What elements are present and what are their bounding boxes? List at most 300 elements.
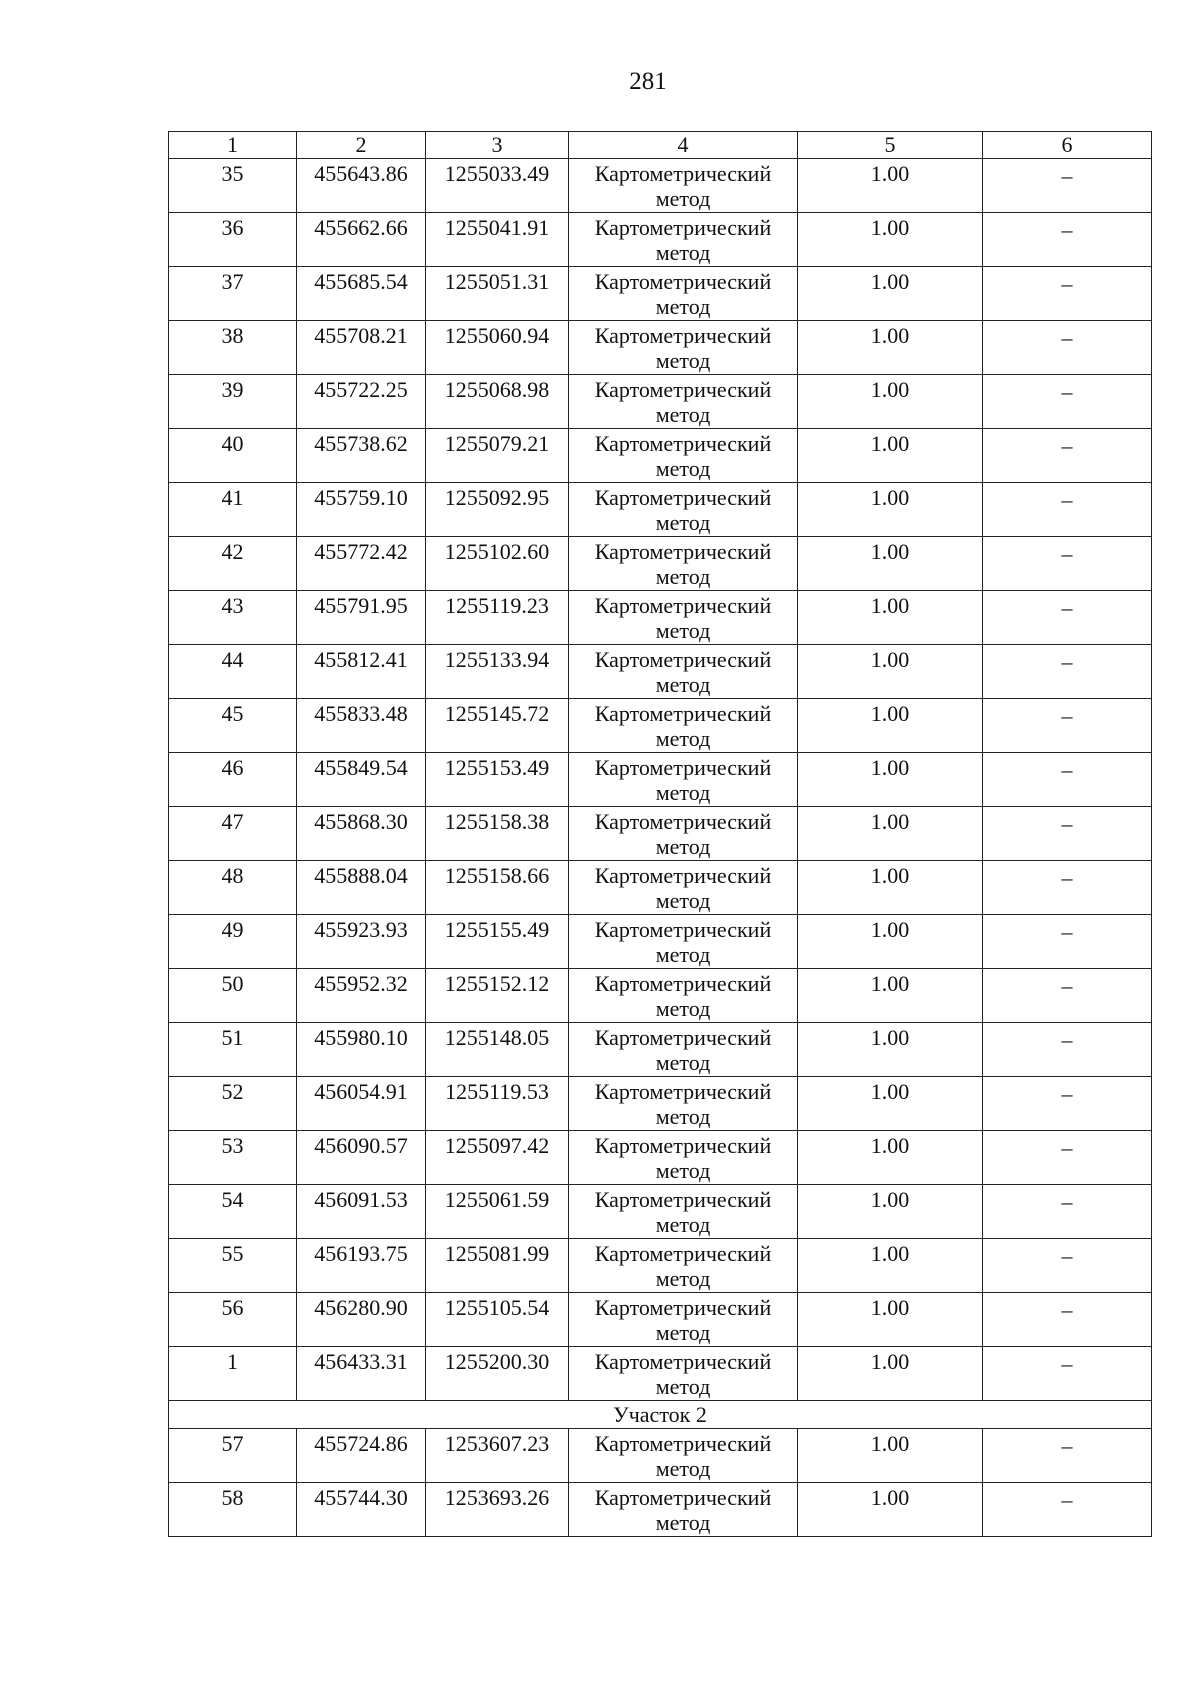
point-number-cell bbox=[169, 267, 297, 321]
y-coordinate-cell bbox=[426, 267, 569, 321]
cell-text: 1255061.59 bbox=[444, 1187, 550, 1212]
cell-text: 1255200.30 bbox=[444, 1349, 550, 1374]
method-cell bbox=[569, 1429, 798, 1483]
cell-text: 52 bbox=[221, 1079, 244, 1104]
dash-text: – bbox=[1061, 595, 1073, 620]
method-cell bbox=[569, 807, 798, 861]
description-cell bbox=[983, 321, 1152, 375]
dash-text: – bbox=[1061, 379, 1073, 404]
y-coordinate-cell bbox=[426, 1347, 569, 1401]
accuracy-cell bbox=[798, 483, 983, 537]
description-cell bbox=[983, 1347, 1152, 1401]
description-cell bbox=[983, 699, 1152, 753]
cell-text: 1.00 bbox=[870, 1079, 910, 1104]
cell-text: 56 bbox=[221, 1295, 244, 1320]
accuracy-cell bbox=[798, 699, 983, 753]
cell-text: 36 bbox=[221, 215, 244, 240]
cell-text: 1255119.23 bbox=[445, 593, 549, 618]
dash-text: – bbox=[1061, 973, 1073, 998]
description-cell bbox=[983, 267, 1152, 321]
method-text: Картометрический метод bbox=[594, 1187, 772, 1237]
accuracy-cell bbox=[798, 1131, 983, 1185]
point-number-cell bbox=[169, 1077, 297, 1131]
cell-text: 1.00 bbox=[870, 1349, 910, 1374]
cell-text: 455888.04 bbox=[314, 863, 408, 888]
point-number-cell bbox=[169, 915, 297, 969]
accuracy-cell bbox=[798, 1239, 983, 1293]
description-cell bbox=[983, 1131, 1152, 1185]
dash-text: – bbox=[1061, 541, 1073, 566]
y-coordinate-cell bbox=[426, 1077, 569, 1131]
dash-text: – bbox=[1061, 217, 1073, 242]
cell-text: 1255119.53 bbox=[445, 1079, 549, 1104]
cell-text: 1255145.72 bbox=[444, 701, 550, 726]
description-cell bbox=[983, 1023, 1152, 1077]
cell-text: 1253607.23 bbox=[444, 1431, 550, 1456]
x-coordinate-cell bbox=[297, 1347, 426, 1401]
x-coordinate-cell bbox=[297, 1023, 426, 1077]
cell-text: 456193.75 bbox=[314, 1241, 408, 1266]
method-cell bbox=[569, 321, 798, 375]
accuracy-cell bbox=[798, 1185, 983, 1239]
description-cell bbox=[983, 645, 1152, 699]
description-cell bbox=[983, 915, 1152, 969]
dash-text: – bbox=[1061, 1027, 1073, 1052]
cell-text: 1.00 bbox=[870, 863, 910, 888]
accuracy-cell bbox=[798, 807, 983, 861]
method-text: Картометрический метод bbox=[594, 161, 772, 211]
cell-text: 1253693.26 bbox=[444, 1485, 550, 1510]
cell-text: 43 bbox=[221, 593, 244, 618]
cell-text: 455772.42 bbox=[314, 539, 408, 564]
accuracy-cell bbox=[798, 375, 983, 429]
cell-text: 42 bbox=[221, 539, 244, 564]
cell-text: 455812.41 bbox=[314, 647, 408, 672]
method-text: Картометрический метод bbox=[594, 1485, 772, 1535]
table-row bbox=[169, 375, 1152, 429]
method-text: Картометрический метод bbox=[594, 539, 772, 589]
cell-text: 1.00 bbox=[870, 647, 910, 672]
point-number-cell bbox=[169, 1131, 297, 1185]
dash-text: – bbox=[1061, 1243, 1073, 1268]
accuracy-cell bbox=[798, 1483, 983, 1537]
cell-text: 1.00 bbox=[870, 755, 910, 780]
table-row bbox=[169, 1429, 1152, 1483]
cell-text: 456090.57 bbox=[314, 1133, 408, 1158]
cell-text: 1.00 bbox=[870, 593, 910, 618]
cell-text: 456091.53 bbox=[314, 1187, 408, 1212]
method-cell bbox=[569, 969, 798, 1023]
x-coordinate-cell bbox=[297, 861, 426, 915]
dash-text: – bbox=[1061, 703, 1073, 728]
cell-text: 47 bbox=[221, 809, 244, 834]
y-coordinate-cell bbox=[426, 375, 569, 429]
cell-text: 51 bbox=[221, 1025, 244, 1050]
cell-text: 1255158.66 bbox=[444, 863, 550, 888]
cell-text: 37 bbox=[221, 269, 244, 294]
cell-text: 41 bbox=[221, 485, 244, 510]
point-number-cell bbox=[169, 645, 297, 699]
method-text: Картометрический метод bbox=[594, 377, 772, 427]
point-number-cell bbox=[169, 1185, 297, 1239]
cell-text: 1255148.05 bbox=[444, 1025, 550, 1050]
table-row bbox=[169, 1023, 1152, 1077]
table-row bbox=[169, 1131, 1152, 1185]
cell-text: 1.00 bbox=[870, 1133, 910, 1158]
method-cell bbox=[569, 1293, 798, 1347]
table-row bbox=[169, 645, 1152, 699]
dash-text: – bbox=[1061, 811, 1073, 836]
y-coordinate-cell bbox=[426, 483, 569, 537]
cell-text: 54 bbox=[221, 1187, 244, 1212]
dash-text: – bbox=[1061, 865, 1073, 890]
cell-text: 455708.21 bbox=[314, 323, 408, 348]
table-row bbox=[169, 1185, 1152, 1239]
cell-text: 1255081.99 bbox=[444, 1241, 550, 1266]
point-number-cell bbox=[169, 969, 297, 1023]
method-text: Картометрический метод bbox=[594, 1079, 772, 1129]
description-cell bbox=[983, 1239, 1152, 1293]
section-row bbox=[169, 1401, 1152, 1429]
table-row bbox=[169, 1483, 1152, 1537]
cell-text: 1.00 bbox=[870, 1431, 910, 1456]
dash-text: – bbox=[1061, 163, 1073, 188]
description-cell bbox=[983, 1483, 1152, 1537]
method-text: Картометрический метод bbox=[594, 647, 772, 697]
accuracy-cell bbox=[798, 591, 983, 645]
y-coordinate-cell bbox=[426, 1429, 569, 1483]
y-coordinate-cell bbox=[426, 159, 569, 213]
cell-text: 456433.31 bbox=[314, 1349, 408, 1374]
column-header-5: 5 bbox=[798, 132, 983, 159]
cell-text: 1.00 bbox=[870, 971, 910, 996]
cell-text: 1.00 bbox=[870, 215, 910, 240]
description-cell bbox=[983, 1077, 1152, 1131]
accuracy-cell bbox=[798, 321, 983, 375]
table-row bbox=[169, 1347, 1152, 1401]
x-coordinate-cell bbox=[297, 321, 426, 375]
cell-text: 50 bbox=[221, 971, 244, 996]
method-cell bbox=[569, 213, 798, 267]
dash-text: – bbox=[1061, 649, 1073, 674]
cell-text: 46 bbox=[221, 755, 244, 780]
table-row bbox=[169, 537, 1152, 591]
x-coordinate-cell bbox=[297, 1185, 426, 1239]
x-coordinate-cell bbox=[297, 807, 426, 861]
y-coordinate-cell bbox=[426, 537, 569, 591]
y-coordinate-cell bbox=[426, 753, 569, 807]
method-cell bbox=[569, 159, 798, 213]
cell-text: 455722.25 bbox=[314, 377, 408, 402]
x-coordinate-cell bbox=[297, 1293, 426, 1347]
cell-text: 456054.91 bbox=[314, 1079, 408, 1104]
accuracy-cell bbox=[798, 1293, 983, 1347]
cell-text: 1255068.98 bbox=[444, 377, 550, 402]
cell-text: 455791.95 bbox=[314, 593, 408, 618]
description-cell bbox=[983, 1293, 1152, 1347]
accuracy-cell bbox=[798, 213, 983, 267]
method-cell bbox=[569, 1185, 798, 1239]
description-cell bbox=[983, 969, 1152, 1023]
column-header-3: 3 bbox=[426, 132, 569, 159]
x-coordinate-cell bbox=[297, 699, 426, 753]
description-cell bbox=[983, 753, 1152, 807]
dash-text: – bbox=[1061, 1135, 1073, 1160]
cell-text: 455980.10 bbox=[314, 1025, 408, 1050]
method-cell bbox=[569, 591, 798, 645]
x-coordinate-cell bbox=[297, 267, 426, 321]
cell-text: 1255155.49 bbox=[444, 917, 550, 942]
cell-text: 1.00 bbox=[870, 1241, 910, 1266]
method-text: Картометрический метод bbox=[594, 755, 772, 805]
point-number-cell bbox=[169, 1239, 297, 1293]
table-row bbox=[169, 861, 1152, 915]
x-coordinate-cell bbox=[297, 537, 426, 591]
method-text: Картометрический метод bbox=[594, 1241, 772, 1291]
method-cell bbox=[569, 699, 798, 753]
x-coordinate-cell bbox=[297, 159, 426, 213]
accuracy-cell bbox=[798, 861, 983, 915]
cell-text: 1.00 bbox=[870, 323, 910, 348]
dash-text: – bbox=[1061, 1433, 1073, 1458]
accuracy-cell bbox=[798, 1077, 983, 1131]
cell-text: 1.00 bbox=[870, 809, 910, 834]
y-coordinate-cell bbox=[426, 915, 569, 969]
y-coordinate-cell bbox=[426, 1131, 569, 1185]
point-number-cell bbox=[169, 591, 297, 645]
method-cell bbox=[569, 1077, 798, 1131]
y-coordinate-cell bbox=[426, 1239, 569, 1293]
method-cell bbox=[569, 915, 798, 969]
cell-text: 1.00 bbox=[870, 917, 910, 942]
cell-text: 58 bbox=[221, 1485, 244, 1510]
table-row bbox=[169, 1077, 1152, 1131]
header-row bbox=[169, 132, 1152, 159]
method-cell bbox=[569, 537, 798, 591]
x-coordinate-cell bbox=[297, 591, 426, 645]
y-coordinate-cell bbox=[426, 969, 569, 1023]
x-coordinate-cell bbox=[297, 969, 426, 1023]
point-number-cell bbox=[169, 1347, 297, 1401]
method-text: Картометрический метод bbox=[594, 1133, 772, 1183]
cell-text: 455724.86 bbox=[314, 1431, 408, 1456]
cell-text: 455685.54 bbox=[314, 269, 408, 294]
page-number: 281 bbox=[629, 68, 667, 95]
description-cell bbox=[983, 213, 1152, 267]
cell-text: 1255033.49 bbox=[444, 161, 550, 186]
method-text: Картометрический метод bbox=[594, 917, 772, 967]
point-number-cell bbox=[169, 537, 297, 591]
dash-text: – bbox=[1061, 487, 1073, 512]
point-number-cell bbox=[169, 1293, 297, 1347]
cell-text: 1.00 bbox=[870, 1295, 910, 1320]
column-header-2: 2 bbox=[297, 132, 426, 159]
method-text: Картометрический метод bbox=[594, 863, 772, 913]
table-row bbox=[169, 1293, 1152, 1347]
cell-text: 1.00 bbox=[870, 161, 910, 186]
accuracy-cell bbox=[798, 753, 983, 807]
cell-text: 35 bbox=[221, 161, 244, 186]
accuracy-cell bbox=[798, 645, 983, 699]
dash-text: – bbox=[1061, 325, 1073, 350]
table-row bbox=[169, 753, 1152, 807]
description-cell bbox=[983, 483, 1152, 537]
y-coordinate-cell bbox=[426, 429, 569, 483]
cell-text: 44 bbox=[221, 647, 244, 672]
table-row bbox=[169, 969, 1152, 1023]
table-row bbox=[169, 483, 1152, 537]
description-cell bbox=[983, 591, 1152, 645]
cell-text: 455868.30 bbox=[314, 809, 408, 834]
cell-text: 455759.10 bbox=[314, 485, 408, 510]
cell-text: 45 bbox=[221, 701, 244, 726]
table-row bbox=[169, 591, 1152, 645]
cell-text: 455923.93 bbox=[314, 917, 408, 942]
method-cell bbox=[569, 267, 798, 321]
cell-text: 1.00 bbox=[870, 269, 910, 294]
cell-text: 456280.90 bbox=[314, 1295, 408, 1320]
table-row bbox=[169, 915, 1152, 969]
y-coordinate-cell bbox=[426, 1293, 569, 1347]
cell-text: 1255153.49 bbox=[444, 755, 550, 780]
method-text: Картометрический метод bbox=[594, 809, 772, 859]
cell-text: 1.00 bbox=[870, 377, 910, 402]
method-cell bbox=[569, 375, 798, 429]
table-row bbox=[169, 159, 1152, 213]
cell-text: 1255133.94 bbox=[444, 647, 550, 672]
cell-text: 1255152.12 bbox=[444, 971, 550, 996]
cell-text: 1.00 bbox=[870, 1025, 910, 1050]
description-cell bbox=[983, 537, 1152, 591]
dash-text: – bbox=[1061, 1351, 1073, 1376]
cell-text: 1.00 bbox=[870, 701, 910, 726]
cell-text: 40 bbox=[221, 431, 244, 456]
point-number-cell bbox=[169, 861, 297, 915]
cell-text: 455662.66 bbox=[314, 215, 408, 240]
x-coordinate-cell bbox=[297, 915, 426, 969]
cell-text: 1255097.42 bbox=[444, 1133, 550, 1158]
description-cell bbox=[983, 159, 1152, 213]
table-row bbox=[169, 321, 1152, 375]
cell-text: 455738.62 bbox=[314, 431, 408, 456]
table-row bbox=[169, 267, 1152, 321]
y-coordinate-cell bbox=[426, 321, 569, 375]
point-number-cell bbox=[169, 483, 297, 537]
dash-text: – bbox=[1061, 919, 1073, 944]
cell-text: 1.00 bbox=[870, 431, 910, 456]
section-title: Участок 2 bbox=[169, 1401, 1152, 1429]
dash-text: – bbox=[1061, 757, 1073, 782]
cell-text: 1.00 bbox=[870, 539, 910, 564]
table-row bbox=[169, 807, 1152, 861]
cell-text: 49 bbox=[221, 917, 244, 942]
x-coordinate-cell bbox=[297, 483, 426, 537]
point-number-cell bbox=[169, 807, 297, 861]
accuracy-cell bbox=[798, 1347, 983, 1401]
method-cell bbox=[569, 1131, 798, 1185]
method-text: Картометрический метод bbox=[594, 1025, 772, 1075]
cell-text: 455744.30 bbox=[314, 1485, 408, 1510]
method-cell bbox=[569, 483, 798, 537]
cell-text: 1.00 bbox=[870, 485, 910, 510]
cell-text: 455952.32 bbox=[314, 971, 408, 996]
dash-text: – bbox=[1061, 1487, 1073, 1512]
y-coordinate-cell bbox=[426, 861, 569, 915]
table-row bbox=[169, 429, 1152, 483]
cell-text: 1255158.38 bbox=[444, 809, 550, 834]
cell-text: 38 bbox=[221, 323, 244, 348]
cell-text: 39 bbox=[221, 377, 244, 402]
method-cell bbox=[569, 1483, 798, 1537]
point-number-cell bbox=[169, 159, 297, 213]
cell-text: 1255079.21 bbox=[444, 431, 550, 456]
dash-text: – bbox=[1061, 1297, 1073, 1322]
point-number-cell bbox=[169, 1483, 297, 1537]
x-coordinate-cell bbox=[297, 1131, 426, 1185]
method-cell bbox=[569, 861, 798, 915]
coordinates-table bbox=[168, 131, 1152, 1537]
accuracy-cell bbox=[798, 915, 983, 969]
description-cell bbox=[983, 375, 1152, 429]
description-cell bbox=[983, 807, 1152, 861]
method-cell bbox=[569, 1023, 798, 1077]
accuracy-cell bbox=[798, 537, 983, 591]
point-number-cell bbox=[169, 1023, 297, 1077]
cell-text: 1255051.31 bbox=[444, 269, 550, 294]
column-header-4: 4 bbox=[569, 132, 798, 159]
table-body bbox=[169, 132, 1152, 1537]
cell-text: 455643.86 bbox=[314, 161, 408, 186]
dash-text: – bbox=[1061, 1189, 1073, 1214]
method-text: Картометрический метод bbox=[594, 431, 772, 481]
accuracy-cell bbox=[798, 159, 983, 213]
x-coordinate-cell bbox=[297, 753, 426, 807]
dash-text: – bbox=[1061, 271, 1073, 296]
point-number-cell bbox=[169, 429, 297, 483]
accuracy-cell bbox=[798, 429, 983, 483]
method-text: Картометрический метод bbox=[594, 215, 772, 265]
method-text: Картометрический метод bbox=[594, 485, 772, 535]
method-cell bbox=[569, 1347, 798, 1401]
table-row bbox=[169, 1239, 1152, 1293]
y-coordinate-cell bbox=[426, 645, 569, 699]
point-number-cell bbox=[169, 375, 297, 429]
cell-text: 1255041.91 bbox=[444, 215, 550, 240]
method-text: Картометрический метод bbox=[594, 323, 772, 373]
description-cell bbox=[983, 1185, 1152, 1239]
method-cell bbox=[569, 1239, 798, 1293]
table-row bbox=[169, 699, 1152, 753]
cell-text: 1 bbox=[227, 1349, 238, 1374]
method-text: Картометрический метод bbox=[594, 1349, 772, 1399]
cell-text: 55 bbox=[221, 1241, 244, 1266]
x-coordinate-cell bbox=[297, 1429, 426, 1483]
cell-text: 1255060.94 bbox=[444, 323, 550, 348]
cell-text: 1.00 bbox=[870, 1485, 910, 1510]
table-row bbox=[169, 213, 1152, 267]
x-coordinate-cell bbox=[297, 1077, 426, 1131]
dash-text: – bbox=[1061, 433, 1073, 458]
cell-text: 1255102.60 bbox=[444, 539, 550, 564]
point-number-cell bbox=[169, 321, 297, 375]
x-coordinate-cell bbox=[297, 1483, 426, 1537]
cell-text: 455849.54 bbox=[314, 755, 408, 780]
accuracy-cell bbox=[798, 1023, 983, 1077]
cell-text: 1255105.54 bbox=[444, 1295, 550, 1320]
method-cell bbox=[569, 645, 798, 699]
point-number-cell bbox=[169, 699, 297, 753]
method-cell bbox=[569, 753, 798, 807]
